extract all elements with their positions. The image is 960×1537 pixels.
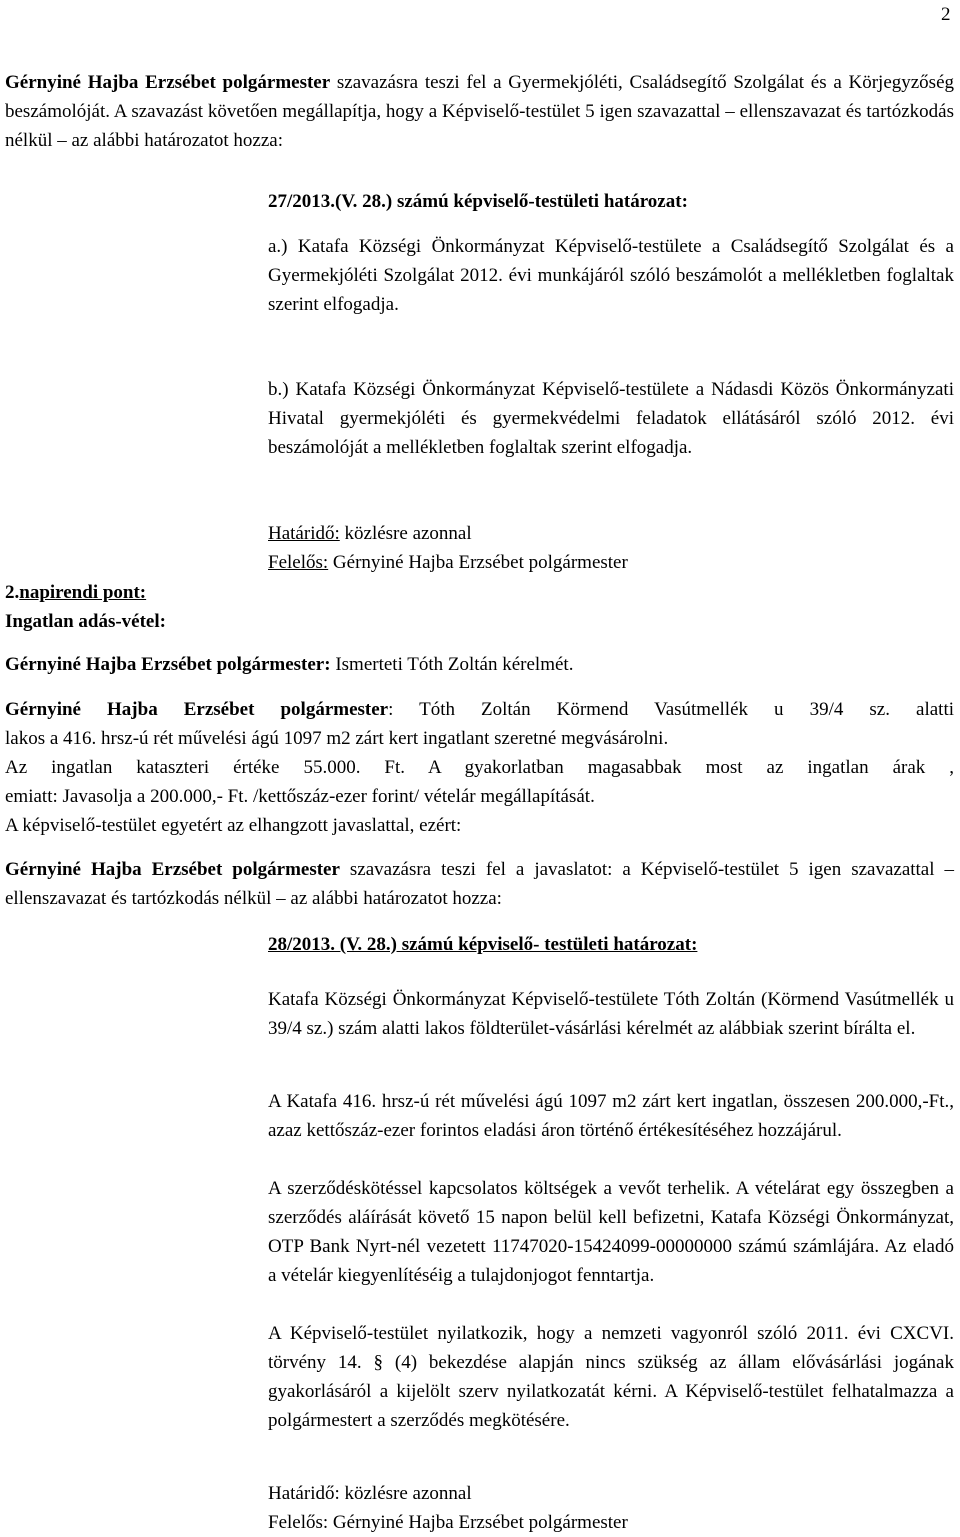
intro-speaker: Gérnyiné Hajba Erzsébet polgármester bbox=[5, 72, 331, 93]
statement-2-line-2: lakos a 416. hrsz-ú rét művelési ágú 1097 m2 zárt kert ingatlant szeretné megvásárolni. bbox=[5, 728, 669, 749]
agenda-number: 2. bbox=[5, 582, 20, 603]
responsible-value: Gérnyiné Hajba Erzsébet polgármester bbox=[328, 552, 628, 573]
statement-1-text: Ismerteti Tóth Zoltán kérelmét. bbox=[330, 654, 574, 675]
resolution-2-responsible: Felelős: Gérnyiné Hajba Erzsébet polgármester bbox=[268, 1512, 628, 1533]
resolution-1-title: 27/2013.(V. 28.) számú képviselő-testületi határozat: bbox=[268, 191, 688, 212]
resolution-1-deadline bbox=[268, 519, 472, 548]
agenda-item-heading bbox=[5, 578, 146, 607]
intro-text: szavazásra teszi fel a Gyermekjóléti, Családsegítő Szolgálat és a Körjegyzőség beszámolóját. A szavazást követően megállapítja, hogy a Képviselő-testület 5 igen szavazattal – ellenszavazat és tartózkodás nélkül – az alábbi határozatot hozza: bbox=[5, 72, 955, 151]
resolution-2-paragraph-3: A szerződéskötéssel kapcsolatos költségek a vevőt terhelik. A vételárat egy összegben a szerződés aláírását követő 15 napon belül kell befizetni, Katafa Községi Önkormányzat, OTP Bank Nyrt-nél vezetett 11747020-15424099-00000000 számú számlájára. Az eladó a vételár kiegyenlítéséig a tulajdonjogot fenntartja. bbox=[268, 1178, 954, 1286]
statement-2-line-5: A képviselő-testület egyetért az elhangzott javaslattal, ezért: bbox=[5, 815, 462, 836]
intro-paragraph bbox=[5, 68, 954, 155]
resolution-2-paragraph-4: A Képviselő-testület nyilatkozik, hogy a nemzeti vagyonról szóló 2011. évi CXCVI. törvény 14. § (4) bekezdése alapján nincs szükség az állam elővásárlási jogának gyakorlásáról a kijelölt szerv nyilatkozatát kérni. A Képviselő-testület felhatalmazza a polgármestert a szerződés megkötésére. bbox=[268, 1323, 954, 1431]
statement-2-speaker: Gérnyiné Hajba Erzsébet polgármester bbox=[5, 699, 389, 720]
agenda-topic: Ingatlan adás-vétel: bbox=[5, 611, 166, 632]
statement-2-line-3: Az ingatlan kataszteri értéke 55.000. Ft. A gyakorlatban magasabbak most az ingatlan árak , bbox=[5, 757, 954, 778]
resolution-2-title: 28/2013. (V. 28.) számú képviselő- testületi határozat: bbox=[268, 934, 698, 955]
statement-3-speaker: Gérnyiné Hajba Erzsébet polgármester bbox=[5, 859, 340, 880]
deadline-value: közlésre azonnal bbox=[339, 523, 472, 544]
resolution-1-responsible bbox=[268, 548, 628, 577]
mayor-statement-3 bbox=[5, 855, 954, 913]
statement-2-line-1-text: : Tóth Zoltán Körmend Vasútmellék u 39/4 sz. alatti bbox=[388, 699, 955, 720]
resolution-1-paragraph-b: b.) Katafa Községi Önkormányzat Képviselő-testülete a Nádasdi Közös Önkormányzati Hivatal gyermekjóléti és gyermekvédelmi feladatok ellátásáról szóló 2012. évi beszámolóját a mellékletben foglaltak szerint elfogadja. bbox=[268, 379, 954, 458]
mayor-statement-1 bbox=[5, 650, 573, 679]
resolution-1-paragraph-a: a.) Katafa Községi Önkormányzat Képviselő-testülete a Családsegítő Szolgálat és a Gyermekjóléti Szolgálat 2012. évi munkájáról szóló beszámolót a mellékletben foglaltak szerint elfogadja. bbox=[268, 236, 954, 315]
statement-3-text: szavazásra teszi fel a javaslatot: a Képviselő-testület 5 igen szavazattal – ellenszavazat és tartózkodás nélkül – az alábbi határozatot hozza: bbox=[5, 859, 954, 909]
resolution-2-deadline: Határidő: közlésre azonnal bbox=[268, 1483, 472, 1504]
page-number: 2 bbox=[941, 4, 951, 25]
responsible-label: Felelős: bbox=[268, 552, 329, 573]
deadline-label: Határidő: bbox=[268, 523, 340, 544]
statement-2-line-4: emiatt: Javasolja a 200.000,- Ft. /kettőszáz-ezer forint/ vételár megállapítását. bbox=[5, 786, 595, 807]
agenda-label: napirendi pont: bbox=[19, 582, 147, 603]
statement-2-line-1 bbox=[5, 695, 954, 724]
resolution-2-paragraph-2: A Katafa 416. hrsz-ú rét művelési ágú 1097 m2 zárt kert ingatlan, összesen 200.000,-Ft., azaz kettőszáz-ezer forintos eladási áron történő értékesítéséhez hozzájárul. bbox=[268, 1091, 954, 1141]
resolution-2-paragraph-1: Katafa Községi Önkormányzat Képviselő-testülete Tóth Zoltán (Körmend Vasútmellék u 39/4 sz.) szám alatti lakos földterület-vásárlási kérelmét az alábbiak szerint bírálta el. bbox=[268, 989, 954, 1039]
statement-1-speaker: Gérnyiné Hajba Erzsébet polgármester: bbox=[5, 654, 331, 675]
